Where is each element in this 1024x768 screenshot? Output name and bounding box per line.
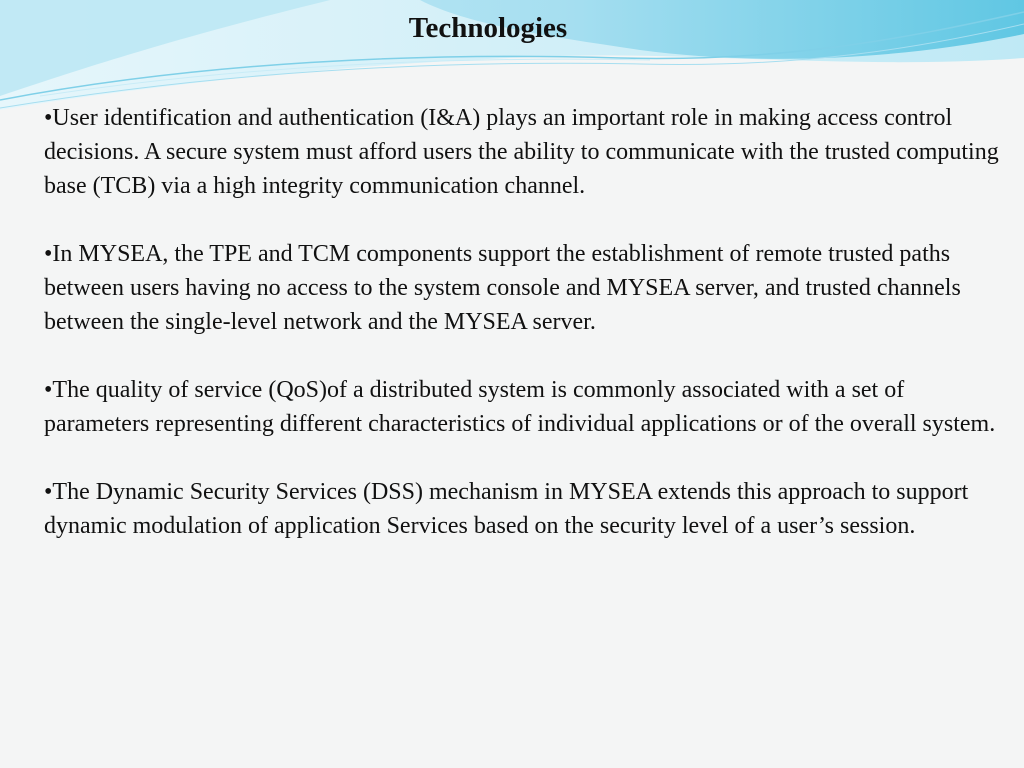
slide-title: Technologies bbox=[408, 12, 568, 44]
bullet-paragraph-2: •In MYSEA, the TPE and TCM components support the establishment of remote trusted paths between users having no access to the system console and MYSEA server, and trusted channels between the single-level network and the MYSEA server. bbox=[44, 241, 961, 335]
bullet-paragraph-1: •User identification and authentication (I&A) plays an important role in making access control decisions. A secure system must afford users the ability to communicate with the trusted computing base (TCB) via a high integrity communication channel. bbox=[44, 105, 999, 199]
bullet-paragraph-3: •The quality of service (QoS)of a distributed system is commonly associated with a set of parameters representing different characteristics of individual applications or of the overall system. bbox=[44, 377, 996, 437]
bullet-list bbox=[44, 101, 1004, 577]
bullet-paragraph-4: •The Dynamic Security Services (DSS) mechanism in MYSEA extends this approach to support dynamic modulation of application Services based on the security level of a user’s session. bbox=[44, 479, 969, 539]
